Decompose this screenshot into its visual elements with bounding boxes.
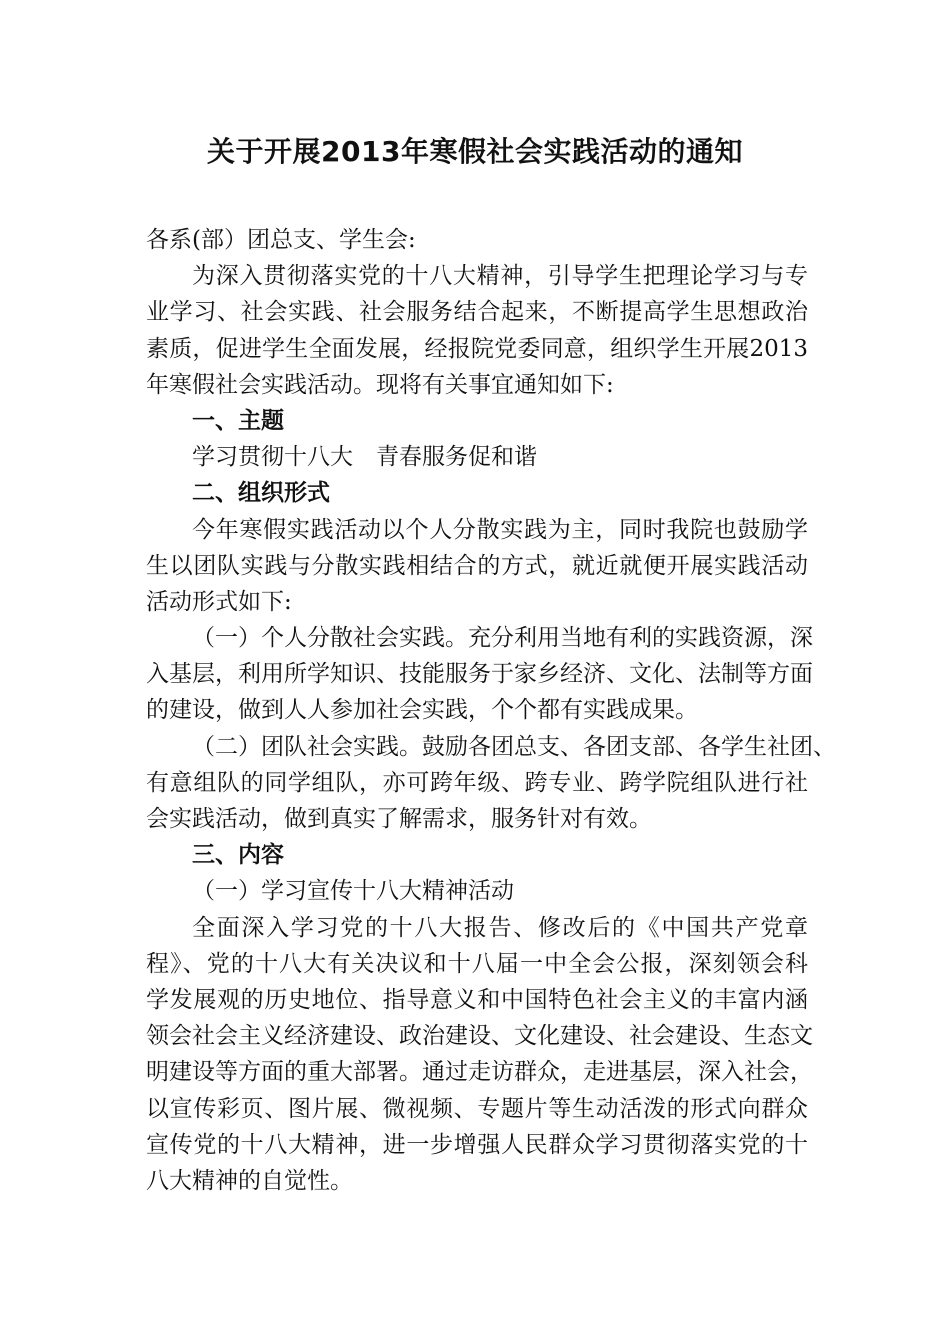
paragraph-line: （二）团队社会实践。鼓励各团总支、各团支部、各学生社团、: [192, 733, 836, 760]
theme-text: 学习贯彻十八大 青春服务促和谐: [192, 444, 537, 471]
paragraph-line: 全面深入学习党的十八大报告、修改后的《中国共产党章: [192, 914, 808, 941]
paragraph-line: 生以团队实践与分散实践相结合的方式，就近就便开展实践活动: [146, 552, 808, 579]
paragraph-line: 会实践活动，做到真实了解需求，服务针对有效。: [146, 806, 652, 832]
paragraph-line: 活动形式如下:: [146, 588, 292, 615]
paragraph-line: 入基层，利用所学知识、技能服务于家乡经济、文化、法制等方面: [146, 661, 813, 688]
paragraph-line: 业学习、社会实践、社会服务结合起来，不断提高学生思想政治: [146, 299, 808, 326]
paragraph-line: 以宣传彩页、图片展、微视频、专题片等生动活泼的形式向群众: [146, 1095, 808, 1122]
document-title: 关于开展2013年寒假社会实践活动的通知: [207, 135, 743, 168]
paragraph-line: 有意组队的同学组队，亦可跨年级、跨专业、跨学院组队进行社: [146, 769, 808, 796]
paragraph-line: 八大精神的自觉性。: [146, 1167, 353, 1194]
section-heading-content: 三、内容: [192, 842, 284, 869]
paragraph-line: 的建设，做到人人参加社会实践，个个都有实践成果。: [146, 697, 698, 724]
document-body: [146, 222, 836, 1199]
paragraph-line: 明建设等方面的重大部署。通过走访群众，走进基层，深入社会，: [146, 1059, 813, 1086]
paragraph-line: 年寒假社会实践活动。现将有关事宜通知如下:: [146, 371, 614, 398]
subsection-heading: （一）学习宣传十八大精神活动: [192, 878, 514, 905]
paragraph-line: 学发展观的历史地位、指导意义和中国特色社会主义的丰富内涵: [146, 986, 808, 1013]
paragraph-line: 今年寒假实践活动以个人分散实践为主，同时我院也鼓励学: [192, 516, 808, 543]
paragraph-line: 程》、党的十八大有关决议和十八届一中全会公报，深刻领会科: [146, 950, 808, 977]
paragraph-line: 素质，促进学生全面发展，经报院党委同意，组织学生开展2013: [146, 335, 808, 362]
section-heading-theme: 一、主题: [192, 407, 284, 434]
section-heading-form: 二、组织形式: [192, 480, 330, 507]
salutation: 各系(部）团总支、学生会:: [146, 227, 416, 253]
paragraph-line: 为深入贯彻落实党的十八大精神，引导学生把理论学习与专: [192, 263, 808, 290]
paragraph-line: （一）个人分散社会实践。充分利用当地有利的实践资源，深: [192, 625, 813, 652]
paragraph-line: 领会社会主义经济建设、政治建设、文化建设、社会建设、生态文: [146, 1023, 813, 1050]
paragraph-line: 宣传党的十八大精神，进一步增强人民群众学习贯彻落实党的十: [146, 1131, 808, 1158]
